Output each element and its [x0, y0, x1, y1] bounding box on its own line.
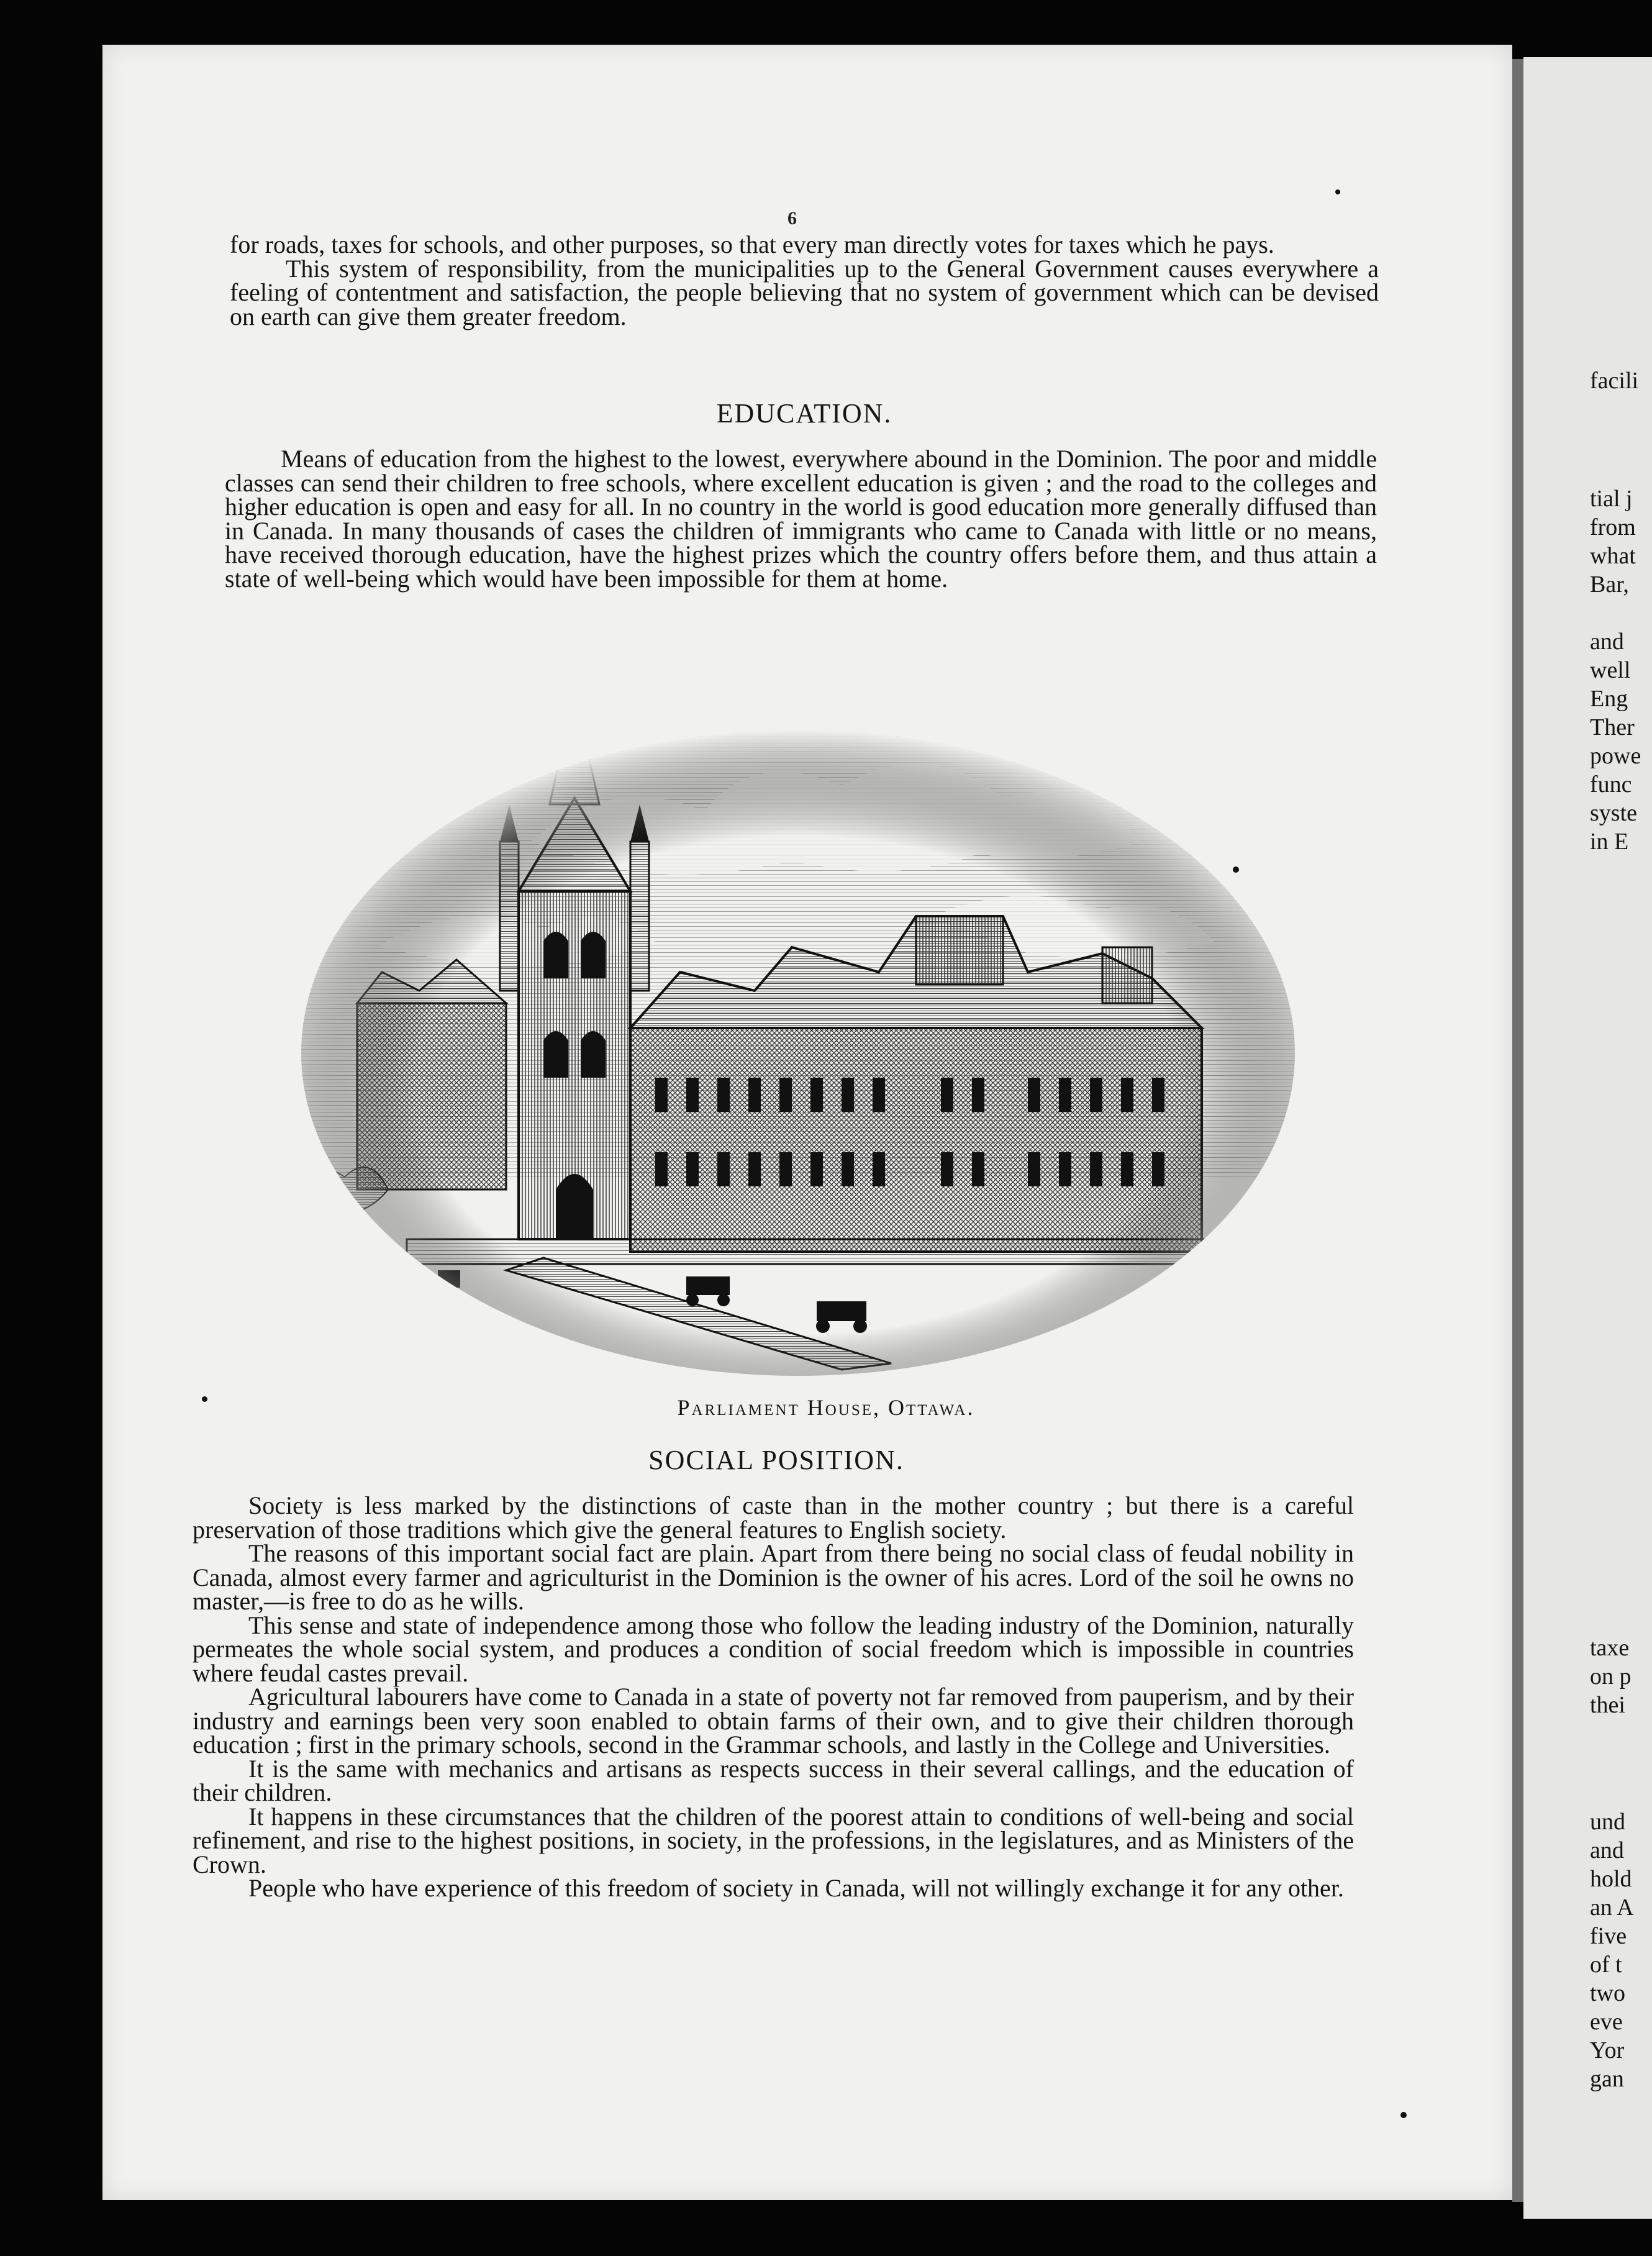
fragment: Eng: [1590, 686, 1628, 712]
adjacent-page-text-middle: [1590, 484, 1641, 856]
intro-paragraph: for roads, taxes for schools, and other purposes, so that every man directly votes for taxes which he pays.: [230, 230, 1274, 258]
fragment: func: [1590, 771, 1632, 798]
social-paragraph: This sense and state of independence among those who follow the leading industry of the Dominion, naturally permeates the whole social system, and produces a condition of social freedom which is impossible in countries where feudal castes prevail.: [193, 1611, 1354, 1687]
fragment: and: [1590, 1837, 1624, 1863]
fragment: of t: [1590, 1952, 1622, 1978]
ink-speck: [202, 1396, 207, 1402]
education-paragraph: Means of education from the highest to the lowest, everywhere abound in the Dominion. The poor and middle classes can send their children to free schools, where excellent education is given ; and the road to the colleges and higher education is open and easy for all. In no country in the world is good education more generally diffused than in Canada. In many thousands of cases the children of immigrants who came to Canada with little or no means, have received thorough education, have the highest prizes which the country offers before them, and thus attain a state of well-being which would have been impossible for them at home.: [225, 445, 1377, 593]
fragment: eve: [1590, 2009, 1623, 2035]
fragment: two: [1590, 1980, 1625, 2006]
social-position-text: [193, 1491, 1354, 1902]
fragment: Ther: [1590, 714, 1635, 740]
page-binding-edge: [1512, 59, 1523, 2202]
adjacent-page-text-top: [1590, 366, 1638, 395]
fragment: in E: [1590, 829, 1629, 855]
ink-speck: [1233, 866, 1239, 873]
illustration-caption: Parliament House, Ottawa.: [677, 1395, 975, 1420]
social-paragraph: Agricultural labourers have come to Canada in a state of poverty not far removed from pauperism, and by their industry and earnings been very soon enabled to obtain farms of their own, and to give their children thorough education ; first in the primary schools, second in the Grammar schools, and lastly in the College and Universities.: [193, 1683, 1354, 1758]
fragment: taxe: [1590, 1635, 1630, 1661]
fragment: what: [1590, 543, 1636, 569]
ink-speck: [1400, 2112, 1407, 2118]
social-paragraph: People who have experience of this freedom of society in Canada, will not willingly exchange it for any other.: [248, 1874, 1344, 1902]
fragment: Bar,: [1590, 571, 1629, 598]
fragment: from: [1590, 514, 1636, 540]
section-heading-education: EDUCATION.: [716, 398, 892, 429]
fragment: hold: [1590, 1866, 1632, 1892]
fragment: Yor: [1590, 2037, 1625, 2063]
page-number: 6: [787, 208, 797, 229]
fragment: five: [1590, 1923, 1627, 1949]
fragment: syste: [1590, 800, 1637, 826]
fragment: und: [1590, 1809, 1625, 1835]
fragment: facili: [1590, 368, 1639, 394]
fragment: powe: [1590, 743, 1641, 769]
ink-speck: [1335, 189, 1340, 194]
fragment: tial j: [1590, 486, 1633, 512]
adjacent-page-text-lower: [1590, 1634, 1632, 1719]
social-paragraph: Society is less marked by the distinctions of caste than in the mother country ; but there is a careful preservation of those traditions which give the general features to English society.: [193, 1491, 1354, 1544]
social-paragraph: The reasons of this important social fact are plain. Apart from there being no social class of feudal nobility in Canada, almost every farmer and agriculturist in the Dominion is the owner of his acres. Lord of the soil he owns no master,—is free to do as he wills.: [193, 1539, 1354, 1615]
section-heading-social-position: SOCIAL POSITION.: [648, 1445, 904, 1475]
adjacent-page-text-bottom: [1590, 1808, 1634, 2093]
social-paragraph: It happens in these circumstances that the children of the poorest attain to conditions of well-being and social refinement, and rise to the highest positions, in society, in the professions, in the legislatures, and as Ministers of the Crown.: [193, 1802, 1354, 1878]
education-text: [225, 447, 1377, 591]
fragment: thei: [1590, 1692, 1625, 1718]
fragment: well: [1590, 657, 1631, 683]
fragment: on p: [1590, 1663, 1632, 1690]
fragment: and: [1590, 629, 1624, 655]
fragment: gan: [1590, 2066, 1624, 2092]
social-paragraph: It is the same with mechanics and artisans as respects success in their several callings, and the education of their children.: [193, 1754, 1354, 1806]
parliament-house-engraving: [283, 680, 1298, 1382]
fragment: [1590, 599, 1641, 627]
fragment: an A: [1590, 1894, 1634, 1921]
intro-text: [230, 230, 1379, 330]
intro-paragraph: This system of responsibility, from the municipalities up to the General Government causes everywhere a feeling of contentment and satisfaction, the people believing that no system of government which can be devised on earth can give them greater freedom.: [230, 254, 1379, 330]
